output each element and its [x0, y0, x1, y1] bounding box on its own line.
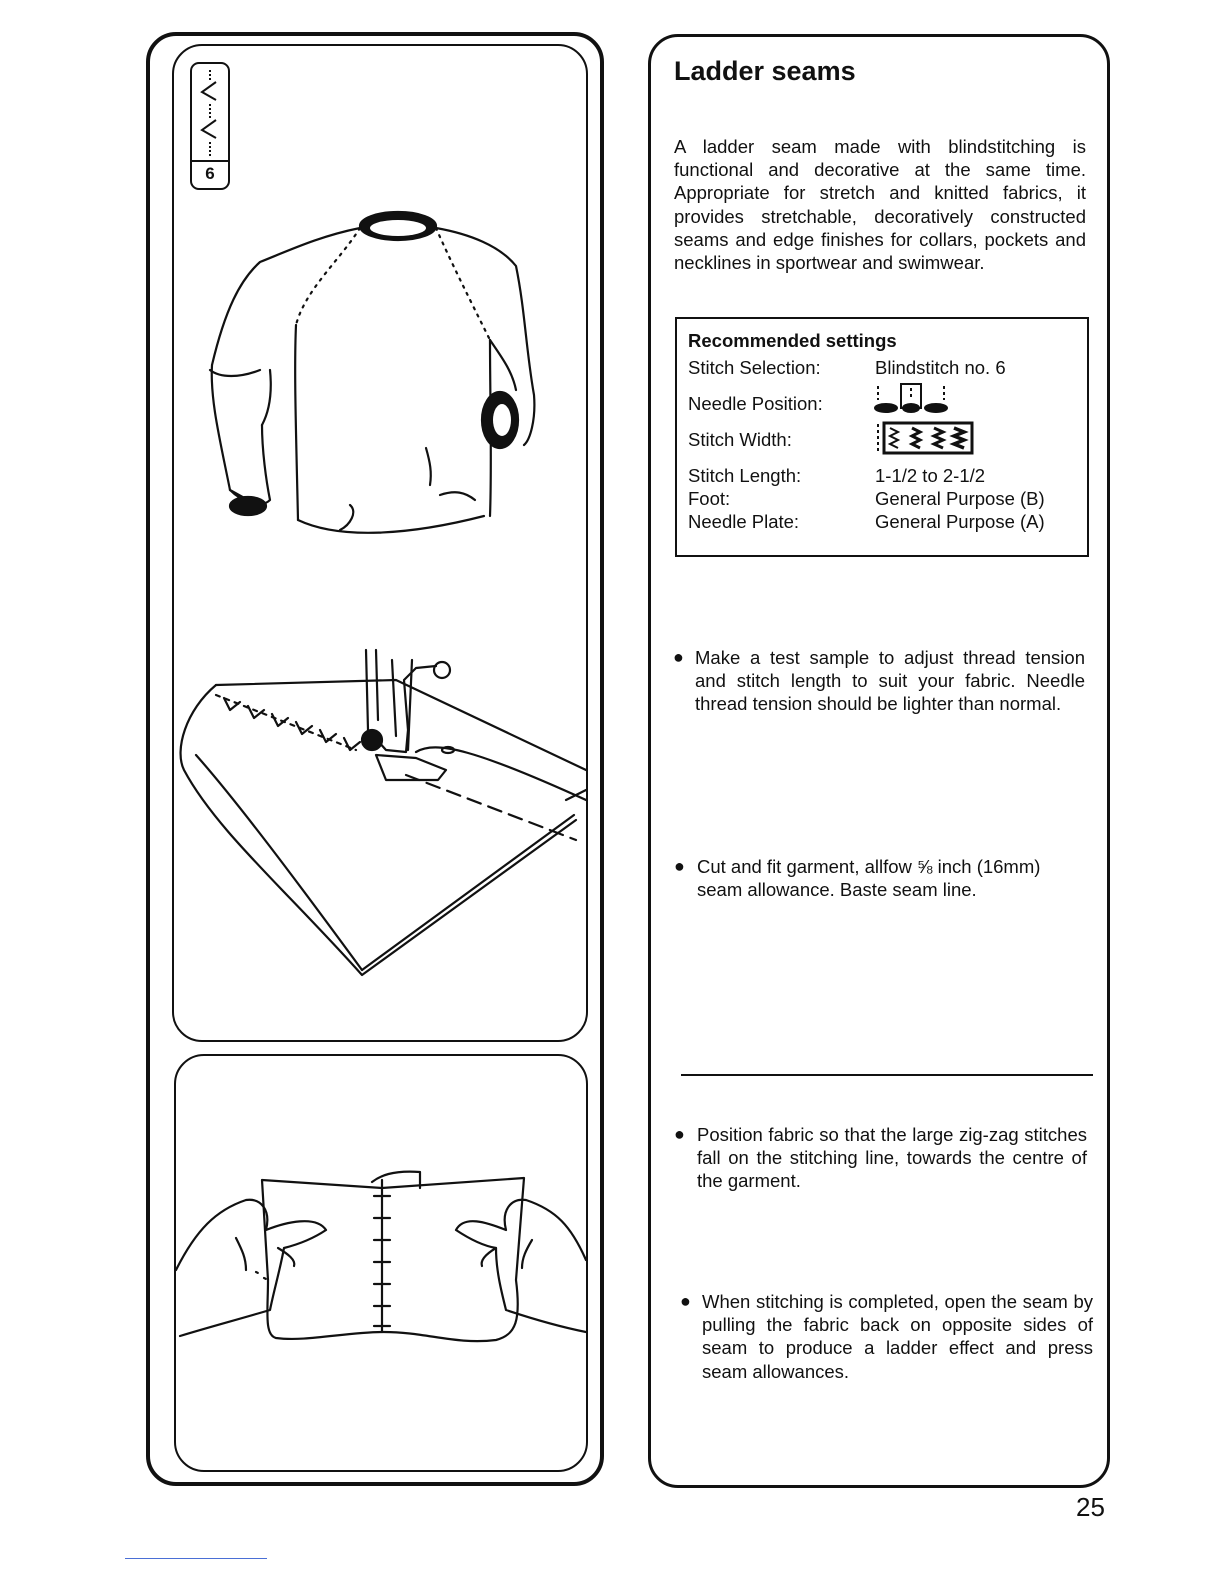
settings-label-stitch-length: Stitch Length: — [688, 465, 802, 486]
section-divider — [681, 1074, 1093, 1076]
step-2-text: Cut and fit garment, allfow ⅝ inch (16mm) seam allowance. Baste seam line. — [697, 856, 1041, 901]
intro-paragraph: A ladder seam made with blindstitching is functional and decorative at the same time. Appropriate for stretch and knitted fabrics, it provides stretchable, decoratively constructed seams and edge finishes for collars, pockets and necklines in sportwear and swimwear. — [674, 136, 1086, 274]
settings-value-foot: General Purpose (B) — [875, 488, 1045, 509]
sewing-machine-illustration — [176, 640, 586, 980]
step-4-text: When stitching is completed, open the seam by pulling the fabric back on opposite sides of seam to produce a ladder effect and press seam allowances. — [702, 1291, 1093, 1382]
footer-line — [125, 1558, 267, 1559]
settings-heading: Recommended settings — [688, 330, 897, 351]
step-3-text: Position fabric so that the large zig-zag stitches fall on the stitching line, towards the centre of the garment. — [697, 1124, 1087, 1192]
bullet-icon: ● — [674, 856, 685, 876]
badge-divider — [190, 160, 230, 162]
settings-label-needle-plate: Needle Plate: — [688, 511, 800, 532]
page-title: Ladder seams — [674, 56, 856, 86]
settings-label-needle-position: Needle Position: — [688, 393, 823, 414]
page-number: 25 — [1076, 1492, 1105, 1522]
needle-position-icon — [874, 382, 950, 414]
step-1-text: Make a test sample to adjust thread tension and stitch length to suit your fabric. Needle thread tension should be lighter than normal. — [695, 647, 1085, 715]
settings-value-needle-plate: General Purpose (A) — [875, 511, 1045, 532]
settings-value-stitch-length: 1-1/2 to 2-1/2 — [875, 465, 986, 486]
bullet-icon: ● — [674, 1124, 685, 1144]
settings-value-stitch-selection: Blindstitch no. 6 — [875, 357, 1006, 378]
badge-number: 6 — [205, 164, 215, 183]
stitch-width-icon — [876, 420, 976, 456]
bullet-icon: ● — [673, 647, 684, 667]
settings-label-stitch-width: Stitch Width: — [688, 429, 792, 450]
sweater-illustration — [200, 200, 550, 545]
settings-label-stitch-selection: Stitch Selection: — [688, 357, 821, 378]
hands-opening-seam-illustration — [176, 1160, 586, 1370]
bullet-icon: ● — [680, 1291, 691, 1311]
settings-label-foot: Foot: — [688, 488, 731, 509]
blindstitch-symbol-icon — [192, 64, 228, 160]
